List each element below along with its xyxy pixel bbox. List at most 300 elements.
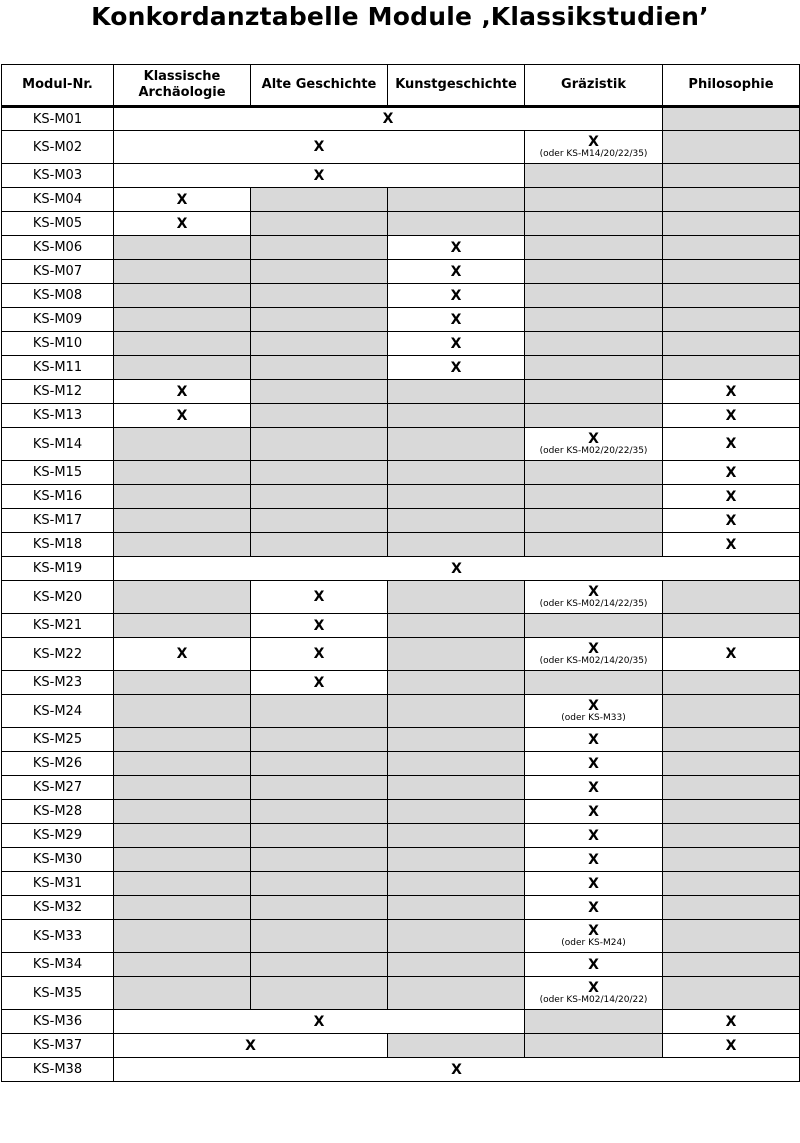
- module-number: KS-M13: [2, 404, 114, 428]
- assignment-mark: X: [313, 646, 325, 662]
- not-applicable-cell: [251, 404, 388, 428]
- not-applicable-cell: [525, 308, 663, 332]
- not-applicable-cell: [663, 824, 800, 848]
- concordance-table: [1, 64, 800, 1082]
- not-applicable-cell: [251, 800, 388, 824]
- not-applicable-cell: [525, 284, 663, 308]
- not-applicable-cell: [114, 428, 251, 461]
- assignment-mark: X: [588, 827, 599, 844]
- assignment-mark: X: [313, 167, 325, 184]
- module-number: KS-M24: [2, 695, 114, 728]
- not-applicable-cell: [251, 824, 388, 848]
- module-number: KS-M17: [2, 509, 114, 533]
- module-number: KS-M09: [2, 308, 114, 332]
- not-applicable-cell: [525, 614, 663, 638]
- table-row: [2, 920, 800, 953]
- assignment-cell: [114, 1058, 800, 1082]
- col-header-graezistik: Gräzistik: [525, 65, 663, 107]
- assignment-mark: X: [725, 464, 737, 481]
- alternative-note: (oder KS-M24): [561, 937, 626, 948]
- module-number: KS-M37: [2, 1034, 114, 1058]
- assignment-mark: X: [588, 922, 599, 939]
- not-applicable-cell: [663, 131, 800, 164]
- table-row: [2, 380, 800, 404]
- not-applicable-cell: [388, 638, 525, 671]
- table-row: [2, 188, 800, 212]
- assignment-cell: [663, 428, 800, 461]
- table-row: [2, 212, 800, 236]
- assignment-cell: [114, 380, 251, 404]
- not-applicable-cell: [663, 164, 800, 188]
- assignment-cell: [663, 461, 800, 485]
- table-row: [2, 557, 800, 581]
- not-applicable-cell: [388, 188, 525, 212]
- module-number: KS-M12: [2, 380, 114, 404]
- not-applicable-cell: [114, 752, 251, 776]
- table-row: [2, 131, 800, 164]
- module-number: KS-M15: [2, 461, 114, 485]
- assignment-cell: [525, 638, 663, 671]
- assignment-cell: [388, 332, 525, 356]
- not-applicable-cell: [114, 977, 251, 1010]
- module-number: KS-M20: [2, 581, 114, 614]
- not-applicable-cell: [663, 614, 800, 638]
- table-row: [2, 260, 800, 284]
- table-row: [2, 776, 800, 800]
- assignment-mark: X: [313, 617, 325, 634]
- assignment-cell: [525, 824, 663, 848]
- assignment-mark: X: [313, 674, 325, 691]
- table-row: [2, 356, 800, 380]
- not-applicable-cell: [525, 533, 663, 557]
- assignment-cell: [388, 308, 525, 332]
- assignment-cell: [251, 581, 388, 614]
- table-row: [2, 461, 800, 485]
- not-applicable-cell: [663, 581, 800, 614]
- module-number: KS-M31: [2, 872, 114, 896]
- module-number: KS-M08: [2, 284, 114, 308]
- not-applicable-cell: [114, 533, 251, 557]
- not-applicable-cell: [525, 485, 663, 509]
- not-applicable-cell: [251, 380, 388, 404]
- module-number: KS-M22: [2, 638, 114, 671]
- module-number: KS-M34: [2, 953, 114, 977]
- not-applicable-cell: [525, 212, 663, 236]
- assignment-mark: X: [588, 755, 599, 772]
- not-applicable-cell: [388, 776, 525, 800]
- module-number: KS-M11: [2, 356, 114, 380]
- not-applicable-cell: [114, 776, 251, 800]
- assignment-mark: X: [725, 488, 737, 505]
- assignment-cell: [114, 1034, 388, 1058]
- not-applicable-cell: [663, 188, 800, 212]
- col-header-philosophie: Philosophie: [663, 65, 800, 107]
- module-number: KS-M32: [2, 896, 114, 920]
- not-applicable-cell: [663, 752, 800, 776]
- module-number: KS-M25: [2, 728, 114, 752]
- not-applicable-cell: [114, 614, 251, 638]
- assignment-cell: [114, 638, 251, 671]
- assignment-cell: [251, 638, 388, 671]
- not-applicable-cell: [114, 920, 251, 953]
- not-applicable-cell: [388, 380, 525, 404]
- assignment-mark: X: [450, 287, 462, 304]
- not-applicable-cell: [663, 236, 800, 260]
- assignment-mark: X: [450, 311, 462, 328]
- assignment-cell: [663, 485, 800, 509]
- not-applicable-cell: [251, 728, 388, 752]
- not-applicable-cell: [251, 920, 388, 953]
- not-applicable-cell: [663, 671, 800, 695]
- not-applicable-cell: [663, 920, 800, 953]
- assignment-cell: [251, 614, 388, 638]
- assignment-cell: [525, 695, 663, 728]
- assignment-mark: X: [725, 436, 737, 452]
- not-applicable-cell: [525, 164, 663, 188]
- not-applicable-cell: [388, 728, 525, 752]
- not-applicable-cell: [251, 485, 388, 509]
- table-body: [2, 107, 800, 1082]
- table-row: [2, 638, 800, 671]
- assignment-mark: X: [725, 1013, 737, 1030]
- assignment-cell: [663, 1034, 800, 1058]
- not-applicable-cell: [114, 824, 251, 848]
- assignment-mark: X: [382, 111, 394, 127]
- not-applicable-cell: [388, 824, 525, 848]
- assignment-mark: X: [451, 1061, 462, 1078]
- not-applicable-cell: [114, 896, 251, 920]
- not-applicable-cell: [663, 776, 800, 800]
- module-number: KS-M02: [2, 131, 114, 164]
- assignment-mark: X: [588, 640, 599, 657]
- assignment-cell: [114, 107, 663, 131]
- not-applicable-cell: [114, 872, 251, 896]
- assignment-cell: [388, 236, 525, 260]
- not-applicable-cell: [251, 308, 388, 332]
- module-number: KS-M05: [2, 212, 114, 236]
- not-applicable-cell: [251, 977, 388, 1010]
- assignment-cell: [525, 131, 663, 164]
- assignment-mark: X: [588, 697, 599, 714]
- assignment-mark: X: [176, 215, 188, 232]
- assignment-cell: [114, 131, 525, 164]
- assignment-mark: X: [588, 133, 599, 150]
- not-applicable-cell: [251, 332, 388, 356]
- col-header-modul-nr: Modul-Nr.: [2, 65, 114, 107]
- assignment-mark: X: [450, 239, 462, 256]
- not-applicable-cell: [251, 509, 388, 533]
- alternative-note: (oder KS-M02/14/20/22): [539, 994, 648, 1005]
- not-applicable-cell: [114, 260, 251, 284]
- table-row: [2, 509, 800, 533]
- not-applicable-cell: [525, 1010, 663, 1034]
- assignment-mark: X: [245, 1037, 256, 1054]
- assignment-mark: X: [588, 979, 599, 996]
- table-row: [2, 728, 800, 752]
- assignment-cell: [388, 260, 525, 284]
- not-applicable-cell: [251, 212, 388, 236]
- not-applicable-cell: [114, 332, 251, 356]
- table-row: [2, 1010, 800, 1034]
- not-applicable-cell: [251, 953, 388, 977]
- assignment-cell: [525, 848, 663, 872]
- assignment-cell: [114, 557, 800, 581]
- not-applicable-cell: [388, 848, 525, 872]
- module-number: KS-M03: [2, 164, 114, 188]
- not-applicable-cell: [251, 695, 388, 728]
- table-row: [2, 824, 800, 848]
- page-title: Konkordanztabelle Module ‚Klassikstudien’: [91, 2, 709, 31]
- not-applicable-cell: [251, 188, 388, 212]
- not-applicable-cell: [251, 776, 388, 800]
- table-row: [2, 164, 800, 188]
- assignment-mark: X: [176, 383, 188, 400]
- assignment-mark: X: [588, 583, 599, 600]
- assignment-mark: X: [588, 779, 599, 796]
- not-applicable-cell: [388, 614, 525, 638]
- not-applicable-cell: [525, 380, 663, 404]
- assignment-mark: X: [588, 899, 599, 916]
- table-row: [2, 800, 800, 824]
- module-number: KS-M38: [2, 1058, 114, 1082]
- assignment-cell: [663, 380, 800, 404]
- not-applicable-cell: [114, 485, 251, 509]
- alternative-note: (oder KS-M02/20/22/35): [539, 445, 648, 456]
- module-number: KS-M23: [2, 671, 114, 695]
- module-number: KS-M35: [2, 977, 114, 1010]
- not-applicable-cell: [525, 671, 663, 695]
- assignment-cell: [525, 872, 663, 896]
- not-applicable-cell: [114, 953, 251, 977]
- not-applicable-cell: [663, 953, 800, 977]
- assignment-cell: [525, 920, 663, 953]
- table-row: [2, 671, 800, 695]
- assignment-mark: X: [725, 407, 737, 424]
- table-row: [2, 107, 800, 131]
- assignment-cell: [525, 977, 663, 1010]
- table-row: [2, 695, 800, 728]
- assignment-cell: [663, 533, 800, 557]
- table-row: [2, 1058, 800, 1082]
- module-number: KS-M27: [2, 776, 114, 800]
- assignment-mark: X: [725, 646, 737, 662]
- assignment-cell: [525, 953, 663, 977]
- not-applicable-cell: [388, 671, 525, 695]
- not-applicable-cell: [251, 896, 388, 920]
- module-number: KS-M18: [2, 533, 114, 557]
- assignment-mark: X: [450, 335, 462, 352]
- alternative-note: (oder KS-M14/20/22/35): [539, 148, 648, 159]
- module-number: KS-M33: [2, 920, 114, 953]
- table-row: [2, 533, 800, 557]
- col-header-alte-geschichte: Alte Geschichte: [251, 65, 388, 107]
- not-applicable-cell: [114, 461, 251, 485]
- not-applicable-cell: [114, 356, 251, 380]
- assignment-cell: [525, 728, 663, 752]
- not-applicable-cell: [114, 308, 251, 332]
- table-row: [2, 332, 800, 356]
- table-row: [2, 236, 800, 260]
- not-applicable-cell: [663, 284, 800, 308]
- not-applicable-cell: [525, 188, 663, 212]
- not-applicable-cell: [663, 896, 800, 920]
- not-applicable-cell: [114, 671, 251, 695]
- not-applicable-cell: [388, 212, 525, 236]
- not-applicable-cell: [663, 977, 800, 1010]
- assignment-mark: X: [176, 646, 188, 662]
- module-number: KS-M19: [2, 557, 114, 581]
- module-number: KS-M29: [2, 824, 114, 848]
- assignment-cell: [525, 428, 663, 461]
- module-number: KS-M16: [2, 485, 114, 509]
- not-applicable-cell: [251, 752, 388, 776]
- not-applicable-cell: [114, 728, 251, 752]
- assignment-cell: [525, 752, 663, 776]
- table-row: [2, 428, 800, 461]
- not-applicable-cell: [525, 509, 663, 533]
- assignment-mark: X: [176, 407, 188, 424]
- assignment-cell: [525, 800, 663, 824]
- not-applicable-cell: [114, 509, 251, 533]
- not-applicable-cell: [663, 356, 800, 380]
- not-applicable-cell: [388, 920, 525, 953]
- not-applicable-cell: [251, 848, 388, 872]
- not-applicable-cell: [388, 1034, 525, 1058]
- not-applicable-cell: [663, 107, 800, 131]
- not-applicable-cell: [525, 332, 663, 356]
- not-applicable-cell: [388, 800, 525, 824]
- alternative-note: (oder KS-M02/14/20/35): [539, 655, 648, 666]
- not-applicable-cell: [525, 356, 663, 380]
- not-applicable-cell: [388, 485, 525, 509]
- assignment-cell: [663, 404, 800, 428]
- module-number: KS-M21: [2, 614, 114, 638]
- assignment-mark: X: [588, 956, 599, 973]
- assignment-cell: [388, 284, 525, 308]
- assignment-mark: X: [725, 383, 737, 400]
- not-applicable-cell: [251, 461, 388, 485]
- not-applicable-cell: [114, 581, 251, 614]
- not-applicable-cell: [114, 236, 251, 260]
- not-applicable-cell: [388, 695, 525, 728]
- alternative-note: (oder KS-M02/14/22/35): [539, 598, 648, 609]
- assignment-mark: X: [451, 560, 462, 577]
- assignment-cell: [114, 188, 251, 212]
- not-applicable-cell: [388, 581, 525, 614]
- not-applicable-cell: [251, 260, 388, 284]
- not-applicable-cell: [663, 872, 800, 896]
- module-number: KS-M07: [2, 260, 114, 284]
- assignment-mark: X: [588, 803, 599, 820]
- table-row: [2, 614, 800, 638]
- table-row: [2, 308, 800, 332]
- not-applicable-cell: [388, 977, 525, 1010]
- not-applicable-cell: [388, 752, 525, 776]
- not-applicable-cell: [663, 800, 800, 824]
- table-row: [2, 953, 800, 977]
- col-header-kunstgeschichte: Kunstgeschichte: [388, 65, 525, 107]
- assignment-mark: X: [588, 430, 599, 447]
- assignment-mark: X: [588, 851, 599, 868]
- not-applicable-cell: [388, 461, 525, 485]
- module-number: KS-M36: [2, 1010, 114, 1034]
- assignment-cell: [525, 581, 663, 614]
- assignment-mark: X: [588, 875, 599, 892]
- table-row: [2, 284, 800, 308]
- table-row: [2, 1034, 800, 1058]
- not-applicable-cell: [663, 260, 800, 284]
- not-applicable-cell: [114, 284, 251, 308]
- not-applicable-cell: [388, 953, 525, 977]
- not-applicable-cell: [251, 533, 388, 557]
- assignment-mark: X: [725, 512, 737, 529]
- not-applicable-cell: [251, 284, 388, 308]
- not-applicable-cell: [388, 872, 525, 896]
- not-applicable-cell: [251, 356, 388, 380]
- table-row: [2, 872, 800, 896]
- col-header-klassische-archaeologie: Klassische Archäologie: [114, 65, 251, 107]
- assignment-mark: X: [313, 139, 325, 155]
- not-applicable-cell: [388, 404, 525, 428]
- assignment-cell: [388, 356, 525, 380]
- assignment-mark: X: [176, 191, 188, 208]
- module-number: KS-M01: [2, 107, 114, 131]
- not-applicable-cell: [663, 695, 800, 728]
- not-applicable-cell: [251, 236, 388, 260]
- module-number: KS-M04: [2, 188, 114, 212]
- not-applicable-cell: [525, 404, 663, 428]
- module-number: KS-M28: [2, 800, 114, 824]
- table-row: [2, 848, 800, 872]
- assignment-mark: X: [450, 359, 462, 376]
- assignment-mark: X: [725, 1037, 737, 1054]
- module-number: KS-M26: [2, 752, 114, 776]
- module-number: KS-M14: [2, 428, 114, 461]
- alternative-note: (oder KS-M33): [561, 712, 626, 723]
- not-applicable-cell: [525, 1034, 663, 1058]
- assignment-mark: X: [313, 1013, 325, 1030]
- not-applicable-cell: [388, 509, 525, 533]
- not-applicable-cell: [388, 896, 525, 920]
- table-row: [2, 485, 800, 509]
- not-applicable-cell: [663, 212, 800, 236]
- not-applicable-cell: [388, 428, 525, 461]
- not-applicable-cell: [251, 872, 388, 896]
- not-applicable-cell: [388, 533, 525, 557]
- assignment-cell: [114, 1010, 525, 1034]
- not-applicable-cell: [525, 260, 663, 284]
- assignment-cell: [663, 509, 800, 533]
- not-applicable-cell: [114, 800, 251, 824]
- not-applicable-cell: [525, 236, 663, 260]
- table-row: [2, 896, 800, 920]
- not-applicable-cell: [663, 848, 800, 872]
- module-number: KS-M10: [2, 332, 114, 356]
- assignment-cell: [114, 164, 525, 188]
- assignment-cell: [251, 671, 388, 695]
- not-applicable-cell: [663, 728, 800, 752]
- assignment-mark: X: [313, 589, 325, 605]
- assignment-cell: [525, 776, 663, 800]
- assignment-cell: [663, 1010, 800, 1034]
- module-number: KS-M06: [2, 236, 114, 260]
- not-applicable-cell: [114, 848, 251, 872]
- module-number: KS-M30: [2, 848, 114, 872]
- header-row: [2, 65, 800, 107]
- not-applicable-cell: [251, 428, 388, 461]
- table-row: [2, 752, 800, 776]
- not-applicable-cell: [663, 308, 800, 332]
